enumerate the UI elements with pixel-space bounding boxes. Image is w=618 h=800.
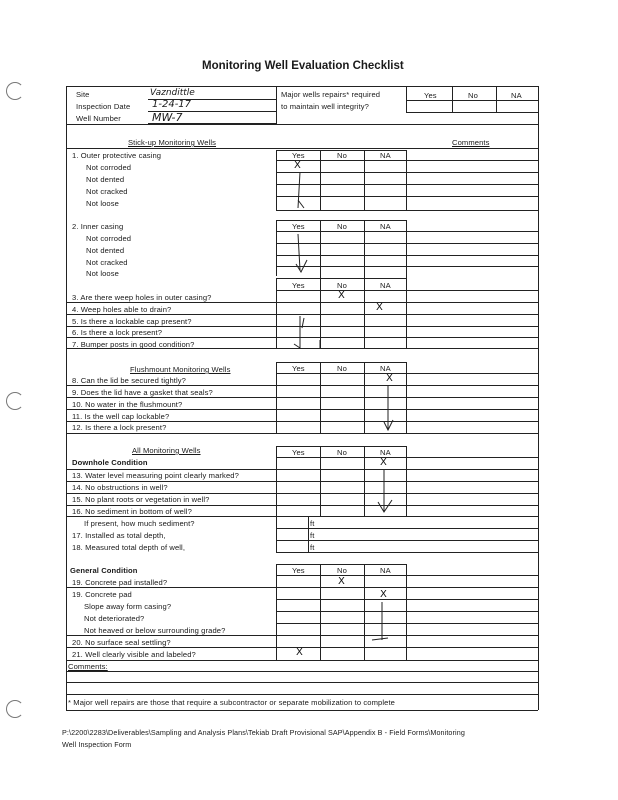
q20-item-1: Slope away form casing?	[84, 602, 172, 611]
t3-row-1	[276, 290, 538, 291]
q8-label: 8. Can the lid be secured tightly?	[72, 376, 186, 385]
allwells-heading: All Monitoring Wells	[132, 446, 201, 455]
major-row	[406, 100, 538, 101]
major-col-2	[452, 86, 453, 112]
file-path-line-2: Well Inspection Form	[62, 740, 132, 749]
t1-col-c	[364, 150, 365, 210]
t1-row-2	[276, 172, 538, 173]
t5-row-6	[66, 516, 538, 517]
t2-col-c	[364, 220, 365, 348]
q2-item-1: Not corroded	[86, 234, 132, 243]
q16-label: 16. No sediment in bottom of well?	[72, 507, 192, 516]
q8-check-mark[interactable]: X	[386, 373, 393, 384]
well-number-label: Well Number	[76, 114, 121, 123]
t2-row-5	[276, 278, 406, 279]
form-border-right	[538, 86, 539, 710]
q13-label: 13. Water level measuring point clearly marked?	[72, 471, 239, 480]
t4-no-header: No	[337, 364, 347, 373]
punch-hole-bottom	[6, 700, 24, 718]
t5-row-7	[276, 528, 538, 529]
q16a-unit: ft	[310, 519, 315, 528]
t4-top	[276, 362, 406, 363]
t1-row-1	[276, 160, 538, 161]
t5-yes-header: Yes	[292, 448, 305, 457]
q20-item-2: Not deteriorated?	[84, 614, 145, 623]
q2-item-4: Not loose	[86, 269, 119, 278]
t6-no-header: No	[337, 566, 347, 575]
t1-row-5	[276, 210, 538, 211]
t6-row-8	[66, 660, 538, 661]
q3-check-mark[interactable]: X	[338, 290, 345, 301]
q1-continuation-line	[292, 170, 306, 210]
major-col-3	[496, 86, 497, 112]
t2-row-3	[276, 255, 538, 256]
site-label: Site	[76, 90, 90, 99]
t6-row-2	[66, 587, 538, 588]
t6-yes-header: Yes	[292, 566, 305, 575]
q20-items-check-mark[interactable]	[368, 600, 392, 646]
t1-row-3	[276, 184, 538, 185]
q18-label: 18. Measured total depth of well,	[72, 543, 186, 552]
q14-q16-check-mark[interactable]	[376, 468, 400, 516]
form-border-top	[66, 86, 538, 87]
major-col-1	[406, 86, 407, 112]
t2-col-a	[276, 220, 277, 276]
comments-line-1	[66, 671, 538, 672]
header-divider	[276, 86, 277, 124]
t1-col-a	[276, 150, 277, 210]
t1-col-b	[320, 150, 321, 210]
t6-row-5	[276, 623, 538, 624]
t4-row-1	[276, 373, 538, 374]
t6-row-4	[276, 611, 538, 612]
q3-label: 3. Are there weep holes in outer casing?	[72, 293, 212, 302]
t5-row-9	[276, 552, 538, 553]
q11-label: 11. Is the well cap lockable?	[72, 412, 170, 421]
t4-row-2	[66, 385, 538, 386]
q10-label: 10. No water in the flushmount?	[72, 400, 183, 409]
t6-col-c	[364, 564, 365, 660]
q9-q12-check-mark[interactable]	[382, 384, 396, 434]
flushmount-heading: Flushmount Monitoring Wells	[130, 365, 231, 374]
t1-no-header: No	[337, 151, 347, 160]
q14-label: 14. No obstructions in well?	[72, 483, 168, 492]
q20-label: 19. Concrete pad	[72, 590, 132, 599]
site-value[interactable]: Vazndittle	[150, 88, 195, 98]
comments-label: Comments:	[68, 662, 108, 671]
t2-row-2	[276, 243, 538, 244]
q5-q7-check-mark[interactable]	[290, 314, 324, 350]
t4-na-header: NA	[380, 364, 391, 373]
q6-label: 6. Is there a lock present?	[72, 328, 163, 337]
form-border-left	[66, 86, 67, 710]
comments-line-3	[66, 694, 538, 695]
t5-unit-col	[308, 516, 309, 552]
t3-no-header: No	[337, 281, 347, 290]
q12-label: 12. Is there a lock present?	[72, 423, 167, 432]
general-heading: General Condition	[70, 566, 138, 575]
footnote: * Major well repairs are those that require a subcontractor or separate mobilization to complete	[68, 698, 396, 707]
page-title: Monitoring Well Evaluation Checklist	[202, 60, 404, 72]
t2-yes-header: Yes	[292, 222, 305, 231]
q2-item-3: Not cracked	[86, 258, 128, 267]
q1-check-mark[interactable]: X	[294, 160, 301, 171]
major-repairs-label-1: Major wells repairs* required	[281, 90, 381, 99]
t2-top	[276, 220, 406, 221]
q17-label: 17. Installed as total depth,	[72, 531, 166, 540]
t2-na-header: NA	[380, 222, 391, 231]
t6-col-a	[276, 564, 277, 660]
t6-row-1	[276, 575, 538, 576]
q18-unit: ft	[310, 543, 315, 552]
t5-row-2	[66, 469, 538, 470]
punch-hole-top	[6, 82, 24, 100]
t5-row-4	[66, 493, 538, 494]
t4-row-3	[66, 397, 538, 398]
t6-row-3	[276, 599, 538, 600]
q19-label: 19. Concrete pad installed?	[72, 578, 168, 587]
well-number-value[interactable]: MW-7	[152, 111, 183, 124]
file-path-line-1: P:\2200\2283\Deliverables\Sampling and Analysis Plans\Tekiab Draft Provisional SAP\Appendix B - Field Forms\Monitoring	[62, 728, 465, 737]
t5-col-a	[276, 446, 277, 552]
q13-check-mark[interactable]: X	[380, 457, 387, 468]
q20-item-3: Not heaved or below surrounding grade?	[84, 626, 226, 635]
stickup-heading: Stick-up Monitoring Wells	[128, 138, 217, 147]
q4-label: 4. Weep holes able to drain?	[72, 305, 172, 314]
t5-top	[276, 446, 406, 447]
t6-col-b	[320, 564, 321, 660]
t2-row-1	[276, 231, 538, 232]
inspection-date-label: Inspection Date	[76, 102, 131, 111]
q1-item-3: Not cracked	[86, 187, 128, 196]
q22-label: 21. Well clearly visible and labeled?	[72, 650, 196, 659]
q1-item-4: Not loose	[86, 199, 119, 208]
t5-row-5	[66, 505, 538, 506]
q9-label: 9. Does the lid have a gasket that seals?	[72, 388, 213, 397]
t3-na-header: NA	[380, 281, 391, 290]
t5-row-8	[276, 540, 538, 541]
t1-yes-header: Yes	[292, 151, 305, 160]
major-yes-header: Yes	[424, 91, 437, 100]
comments-heading: Comments	[452, 138, 490, 147]
downhole-heading: Downhole Condition	[72, 458, 148, 467]
t5-row-1	[276, 457, 538, 458]
q20-check-mark[interactable]: X	[380, 589, 387, 600]
t2-no-header: No	[337, 222, 347, 231]
t1-col-d	[406, 150, 407, 210]
stickup-rule	[66, 148, 538, 149]
t3-yes-header: Yes	[292, 281, 305, 290]
form-border-bottom	[66, 710, 538, 711]
punch-hole-middle	[6, 392, 24, 410]
q22-check-mark[interactable]: X	[296, 647, 303, 658]
q15-label: 15. No plant roots or vegetation in well?	[72, 495, 210, 504]
header-bottom-rule	[66, 124, 538, 125]
t1-na-header: NA	[380, 151, 391, 160]
q4-check-mark[interactable]: X	[376, 302, 383, 313]
t4-row-4	[66, 409, 538, 410]
t3-row-2	[66, 302, 538, 303]
t5-row-3	[66, 481, 538, 482]
t4-row-6	[66, 433, 538, 434]
major-no-header: No	[468, 91, 478, 100]
q2-label: 2. Inner casing	[72, 222, 124, 231]
t5-na-header: NA	[380, 448, 391, 457]
t6-na-header: NA	[380, 566, 391, 575]
t6-col-d	[406, 564, 407, 660]
q5-label: 5. Is there a lockable cap present?	[72, 317, 192, 326]
q21-label: 20. No surface seal settling?	[72, 638, 171, 647]
q7-label: 7. Bumper posts in good condition?	[72, 340, 195, 349]
t2-row-4	[276, 266, 538, 267]
q1-label: 1. Outer protective casing	[72, 151, 162, 160]
t4-yes-header: Yes	[292, 364, 305, 373]
t5-no-header: No	[337, 448, 347, 457]
q19-check-mark[interactable]: X	[338, 576, 345, 587]
q16a-label: If present, how much sediment?	[84, 519, 195, 528]
major-repairs-label-2: to maintain well integrity?	[281, 102, 369, 111]
major-na-header: NA	[511, 91, 522, 100]
inspection-date-value[interactable]: 1-24-17	[152, 99, 192, 110]
comments-line-2	[66, 682, 538, 683]
t2-col-d	[406, 220, 407, 348]
q1-item-1: Not corroded	[86, 163, 132, 172]
t4-row-5	[66, 421, 538, 422]
t1-row-4	[276, 196, 538, 197]
t6-row-6	[66, 635, 538, 636]
major-row-bottom	[406, 112, 538, 113]
q2-item-2: Not dented	[86, 246, 125, 255]
q2-check-mark[interactable]	[292, 230, 312, 276]
q1-item-2: Not dented	[86, 175, 125, 184]
q17-unit: ft	[310, 531, 315, 540]
t6-top	[276, 564, 406, 565]
